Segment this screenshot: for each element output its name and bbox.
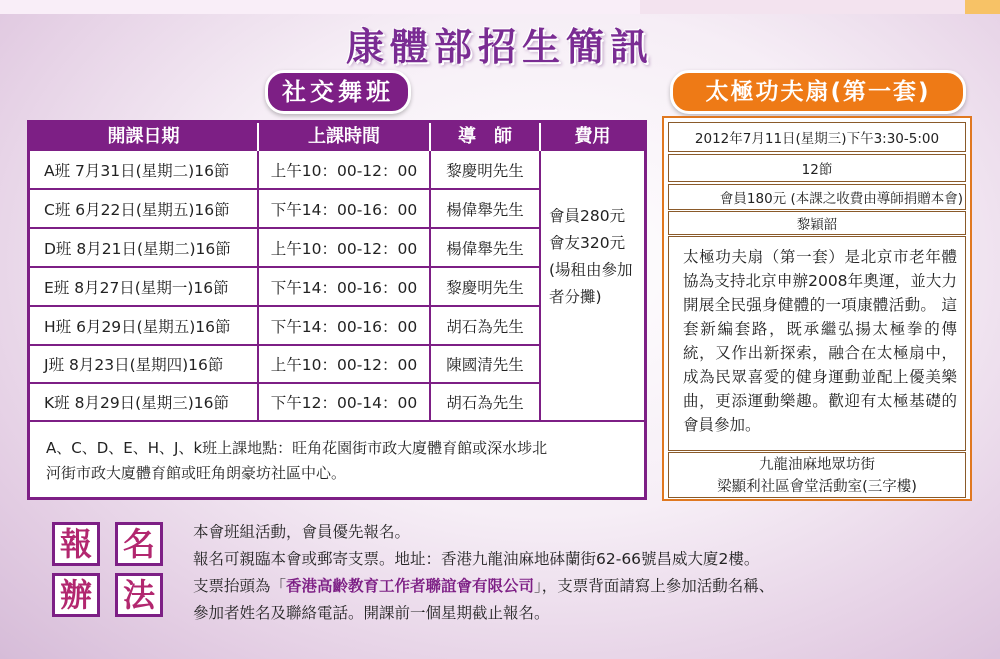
row-time: 下午14：00-16：00 bbox=[259, 307, 431, 346]
taichi-sessions: 12節 bbox=[668, 154, 966, 182]
taichi-section-title: 太極功夫扇(第一套) bbox=[670, 70, 966, 114]
row-date: J班 8月23日(星期四)16節 bbox=[30, 346, 259, 384]
row-time: 上午10：00-12：00 bbox=[259, 151, 431, 190]
row-time: 下午12：00-14：00 bbox=[259, 384, 431, 422]
row-date: C班 6月22日(星期五)16節 bbox=[30, 190, 259, 229]
top-strip bbox=[0, 0, 1000, 14]
row-date: K班 8月29日(星期三)16節 bbox=[30, 384, 259, 422]
header-start-date: 開課日期 bbox=[30, 123, 259, 151]
venue-line: 河街市政大廈體育館或旺角朗豪坊社區中心。 bbox=[46, 464, 347, 482]
venue-line: A、C、D、E、H、J、k班上課地點：旺角花園街市政大廈體育館或深水埗北 bbox=[46, 439, 548, 457]
registration-line: 參加者姓名及聯絡電話。開課前一個星期截止報名。 bbox=[193, 604, 550, 622]
registration-label-char: 名 bbox=[115, 522, 163, 566]
registration-label-char: 辦 bbox=[52, 573, 100, 617]
taichi-fee: 會員180元 (本課之收費由導師捐贈本會) bbox=[668, 184, 966, 210]
row-time: 下午14：00-16：00 bbox=[259, 190, 431, 229]
page-title: 康體部招生簡訊 bbox=[345, 25, 654, 69]
taichi-description: 太極功夫扇（第一套）是北京市老年體協為支持北京申辦2008年奧運，並大力開展全民强身健體的一項康體活動。 這套新編套路，既承繼弘揚太極拳的傳統，又作出新探索，融合在太極扇中， 成為民眾喜愛的健身運動並配上優美樂曲，更添運動樂趣。歡迎有太極基礎的會員參加。 bbox=[668, 236, 966, 451]
row-time: 下午14：00-16：00 bbox=[259, 268, 431, 307]
taichi-location bbox=[668, 452, 966, 498]
dance-venue-note bbox=[30, 422, 644, 497]
taichi-info-box bbox=[662, 116, 972, 501]
cheque-prefix: 支票抬頭為「 bbox=[193, 577, 287, 595]
row-time: 上午10：00-12：00 bbox=[259, 229, 431, 268]
fee-line: (場租由參加 bbox=[549, 261, 633, 279]
dance-section-title: 社交舞班 bbox=[265, 70, 411, 114]
row-date: H班 6月29日(星期五)16節 bbox=[30, 307, 259, 346]
registration-info bbox=[193, 519, 973, 627]
cheque-suffix: 」，支票背面請寫上參加活動名稱、 bbox=[534, 577, 775, 595]
row-time: 上午10：00-12：00 bbox=[259, 346, 431, 384]
cheque-payee: 香港高齡教育工作者聯誼會有限公司 bbox=[286, 577, 535, 595]
fee-line: 會友320元 bbox=[549, 234, 626, 252]
row-tutor: 黎慶明先生 bbox=[431, 268, 541, 307]
header-tutor: 導 師 bbox=[431, 123, 541, 151]
fee-cell bbox=[541, 151, 644, 422]
top-strip-orange-corner bbox=[965, 0, 1000, 14]
row-tutor: 楊偉舉先生 bbox=[431, 229, 541, 268]
row-tutor: 胡石為先生 bbox=[431, 307, 541, 346]
top-strip-light bbox=[0, 0, 640, 14]
registration-line: 本會班組活動，會員優先報名。 bbox=[193, 523, 411, 541]
taichi-datetime: 2012年7月11日(星期三)下午3:30-5:00 bbox=[668, 122, 966, 152]
header-class-time: 上課時間 bbox=[259, 123, 431, 151]
location-line: 九龍油麻地眾坊街 bbox=[759, 457, 875, 473]
row-tutor: 陳國清先生 bbox=[431, 346, 541, 384]
registration-line bbox=[193, 573, 973, 600]
dance-schedule-table bbox=[27, 120, 647, 500]
row-date: E班 8月27日(星期一)16節 bbox=[30, 268, 259, 307]
registration-label-char: 法 bbox=[115, 573, 163, 617]
header-fee: 費用 bbox=[541, 123, 644, 151]
fee-line: 會員280元 bbox=[549, 207, 626, 225]
row-tutor: 楊偉舉先生 bbox=[431, 190, 541, 229]
row-date: D班 8月21日(星期二)16節 bbox=[30, 229, 259, 268]
registration-line: 報名可親臨本會或郵寄支票。地址：香港九龍油麻地砵蘭街62-66號昌威大廈2樓。 bbox=[193, 550, 760, 568]
fee-line: 者分攤) bbox=[549, 288, 602, 306]
taichi-tutor: 黎穎韶 bbox=[668, 211, 966, 235]
row-date: A班 7月31日(星期二)16節 bbox=[30, 151, 259, 190]
row-tutor: 黎慶明先生 bbox=[431, 151, 541, 190]
row-tutor: 胡石為先生 bbox=[431, 384, 541, 422]
registration-label-char: 報 bbox=[52, 522, 100, 566]
location-line: 梁顯利社區會堂活動室(三字樓) bbox=[717, 479, 917, 495]
